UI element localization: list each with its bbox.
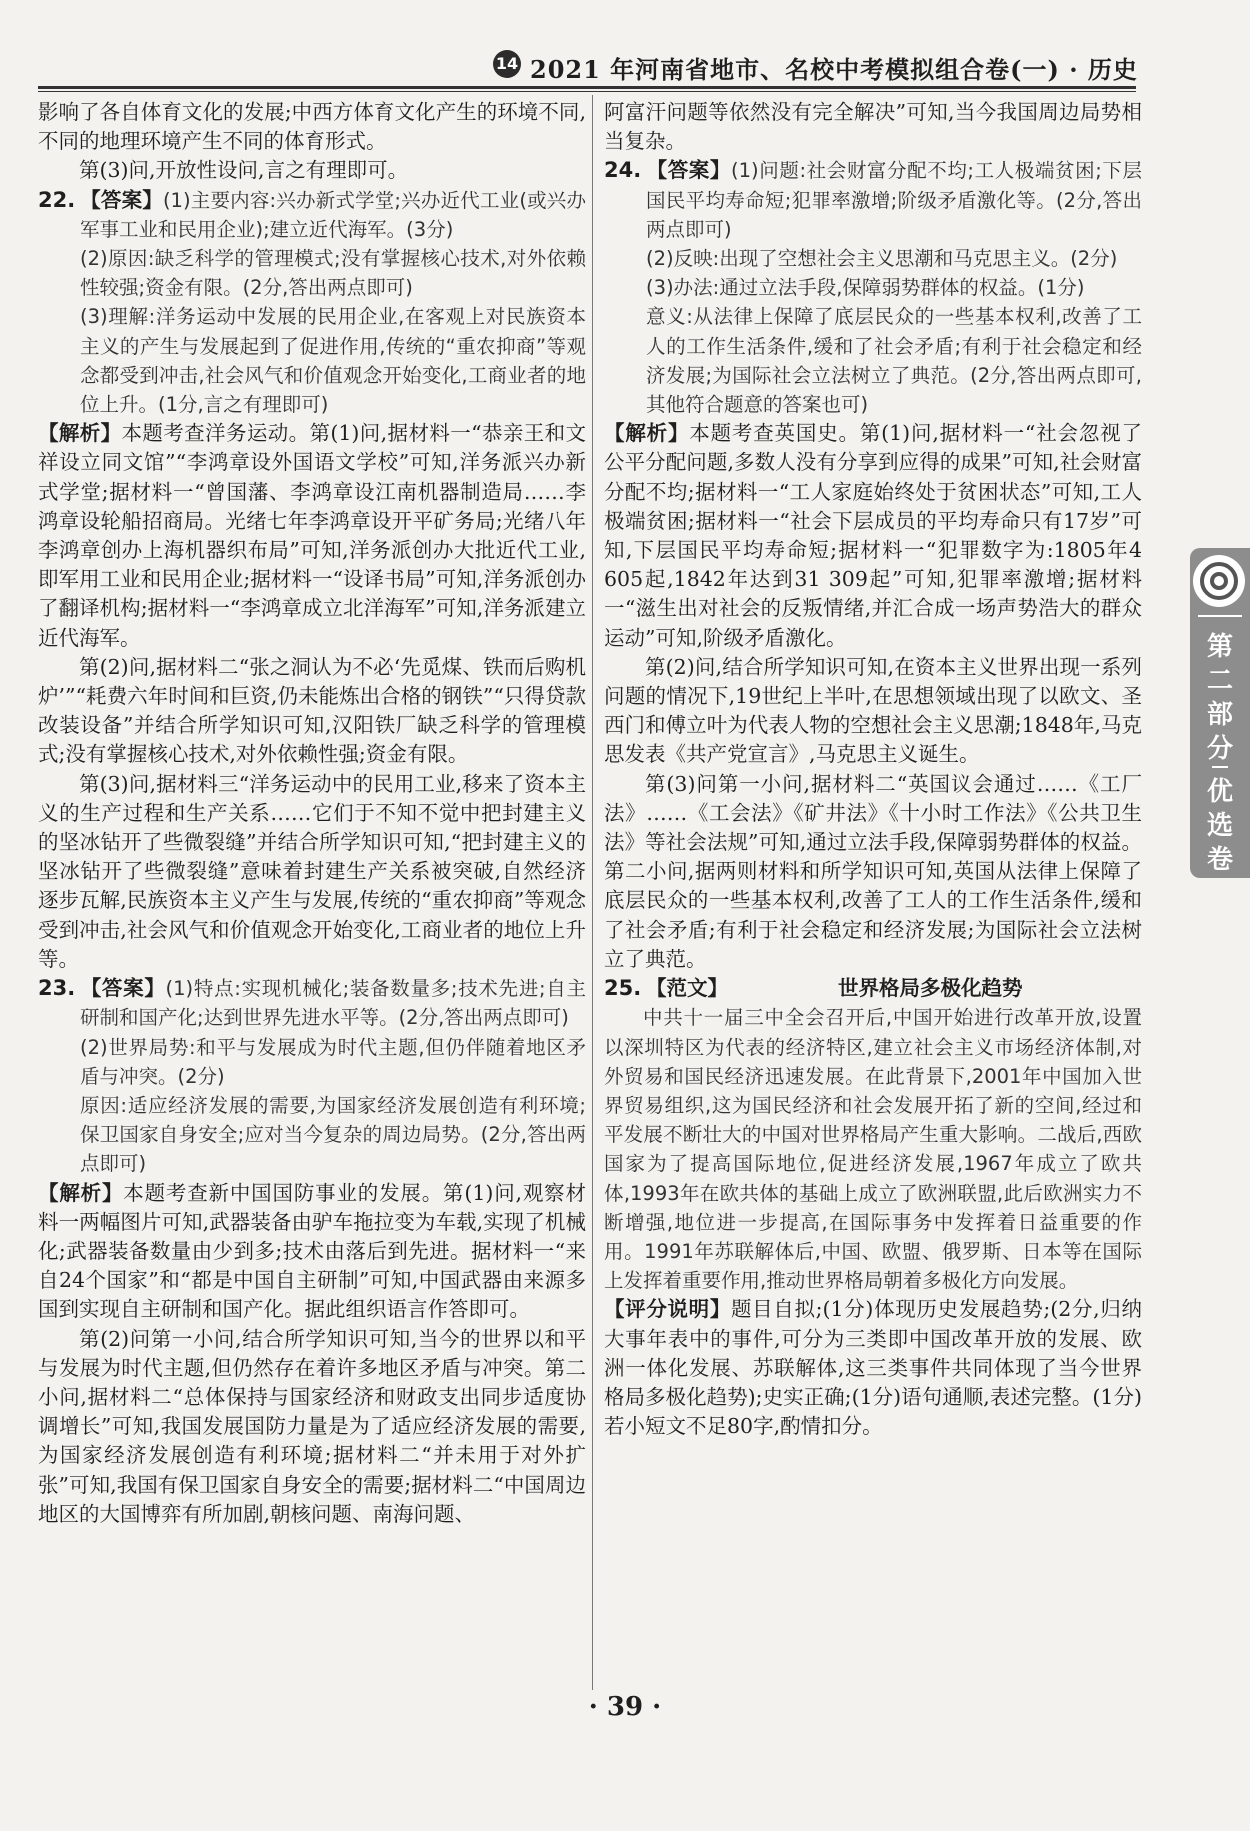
- question-24: [604, 156, 1142, 419]
- side-tab-divider: [1198, 615, 1242, 617]
- question-23: [38, 974, 586, 1178]
- question-number: 23.: [38, 976, 76, 1001]
- question-22: [38, 186, 586, 420]
- side-tab-section: 第二部分: [1206, 632, 1233, 764]
- question-number: 24.: [604, 158, 642, 183]
- answer-tag: 【答案】: [646, 158, 732, 183]
- model-essay-tag: 【范文】: [646, 976, 728, 1001]
- paragraph: 影响了各自体育文化的发展;中西方体育文化产生的环境不同,不同的地理环境产生不同的体育形式。: [38, 100, 586, 154]
- page-header-title: 2021 年河南省地市、名校中考模拟组合卷(一) · 历史: [530, 55, 1138, 84]
- answer-text: (1)主要内容:兴办新式学堂;兴办近代工业(或兴办军事工业和民用企业);建立近代海军。(3分): [80, 188, 586, 241]
- page-badge: 14: [493, 50, 521, 78]
- explanation-text: 第(3)问第一小问,据材料二“英国议会通过……《工厂法》……《工会法》《矿井法》《十小时工作法》《公共卫生法》等社会法规”可知,通过立法手段,保障弱势群体的权益。第二小问,据两则材料和所学知识可知,英国从法律上保障了底层民众的一些基本权利,改善了工人的工作生活条件,缓和了社会矛盾;有利于社会稳定和经济发展;为国际社会立法树立了典范。: [604, 771, 1142, 971]
- answer-tag: 【答案】: [80, 976, 166, 1001]
- explanation-text: 本题考查英国史。第(1)问,据材料一“社会忽视了公平分配问题,多数人没有分享到应得的成果”可知,社会财富分配不均;据材料一“工人家庭始终处于贫困状态”可知,工人极端贫困;据材料一“社会下层成员的平均寿命只有17岁”可知,下层国民平均寿命短;据材料一“犯罪数字为:1805年4 605起,1842年达到31 309起”可知,犯罪率激增;据材料一“滋生出对社会的反叛情绪,并汇合成一场声势浩大的群众运动”可知,阶级矛盾激化。: [604, 421, 1142, 650]
- answer-text: (2)反映:出现了空想社会主义思潮和马克思主义。(2分): [646, 247, 1118, 271]
- answer-text: (3)办法:通过立法手段,保障弱势群体的权益。(1分): [646, 276, 1085, 300]
- answer-tag: 【答案】: [80, 187, 163, 212]
- paragraph: 阿富汗问题等依然没有完全解决”可知,当今我国周边局势相当复杂。: [604, 100, 1142, 154]
- scoring-text: 题目自拟;(1分)体现历史发展趋势;(2分,归纳大事年表中的事件,可分为三类即中国改革开放的发展、欧洲一体化发展、苏联解体,这三类事件共同体现了当今世界格局多极化趋势);史实正确;(1分)语句通顺,表述完整。(1分)若小短文不足80字,酌情扣分。: [604, 1297, 1142, 1439]
- header-rule: [38, 86, 1136, 89]
- explanation-text: 第(2)问,据材料二“张之洞认为不必‘先觅煤、铁而后购机炉’”“耗费六年时间和巨资,仍未能炼出合格的钢铁”“只得贷款改装设备”并结合所学知识可知,汉阳铁厂缺乏科学的管理模式;没有掌握核心技术,对外依赖性强;资金有限。: [38, 654, 586, 767]
- right-column: [604, 98, 1142, 1441]
- answer-text: (3)理解:洋务运动中发展的民用企业,在客观上对民族资本主义的产生与发展起到了促进作用,传统的“重农抑商”等观念都受到冲击,社会风气和价值观念开始变化,工商业者的地位上升。(1分,言之有理即可): [80, 305, 586, 417]
- essay-title: 世界格局多极化趋势: [838, 976, 1023, 1001]
- explanation-tag: 【解析】: [604, 421, 690, 446]
- scoring-tag: 【评分说明】: [604, 1297, 731, 1322]
- left-column: [38, 98, 586, 1529]
- column-divider: [592, 95, 593, 1690]
- question-25: [604, 974, 1142, 1003]
- question-number: 25.: [604, 976, 642, 1001]
- answer-text: 原因:适应经济发展的需要,为国家经济发展创造有利环境;保卫国家自身安全;应对当今复杂的周边局势。(2分,答出两点即可): [80, 1093, 586, 1176]
- target-icon: [1193, 555, 1245, 607]
- side-tab-subtitle: 优选卷: [1206, 777, 1233, 875]
- answer-text: 意义:从法律上保障了底层民众的一些基本权利,改善了工人的工作生活条件,缓和了社会矛盾;有利于社会稳定和经济发展;为国际社会立法树立了典范。(2分,答出两点即可,其他符合题意的答案也可): [646, 305, 1142, 417]
- header-rule-thin: [38, 91, 1136, 92]
- page-number: · 39 ·: [588, 1692, 662, 1722]
- explanation-text: 第(2)问,结合所学知识可知,在资本主义世界出现一系列问题的情况下,19世纪上半叶,在思想领域出现了以欧文、圣西门和傅立叶为代表人物的空想社会主义思潮;1848年,马克思发表《共产党宣言》,马克思主义诞生。: [604, 654, 1142, 767]
- explanation-tag: 【解析】: [38, 421, 122, 446]
- answer-text: (2)世界局势:和平与发展成为时代主题,但仍伴随着地区矛盾与冲突。(2分): [80, 1035, 586, 1088]
- explanation-text: 第(3)问,据材料三“洋务运动中的民用工业,移来了资本主义的生产过程和生产关系……它们于不知不觉中把封建主义的坚冰钻开了些微裂缝”并结合所学知识可知,“把封建主义的坚冰钻开了些微裂缝”意味着封建生产关系被突破,自然经济逐步瓦解,民族资本主义产生与发展,传统的“重农抑商”等观念受到冲击,社会风气和价值观念开始变化,工商业者的地位上升等。: [38, 771, 586, 971]
- explanation-text: 本题考查新中国国防事业的发展。第(1)问,观察材料一两幅图片可知,武器装备由驴车拖拉变为车载,实现了机械化;武器装备数量由少到多;技术由落后到先进。据材料一“来自24个国家”和“都是中国自主研制”可知,中国武器由来源多国到实现自主研制和国产化。据此组织语言作答即可。: [38, 1180, 587, 1322]
- answer-text: (1)问题:社会财富分配不均;工人极端贫困;下层国民平均寿命短;犯罪率激增;阶级矛盾激化等。(2分,答出两点即可): [646, 159, 1142, 241]
- side-tab-separator: [1212, 766, 1228, 768]
- explanation-text: 本题考查洋务运动。第(1)问,据材料一“恭亲王和文祥设立同文馆”“李鸿章设外国语文学校”可知,洋务派兴办新式学堂;据材料一“曾国藩、李鸿章设江南机器制造局……李鸿章设轮船招商局。光绪七年李鸿章设开平矿务局;光绪八年李鸿章创办上海机器织布局”可知,洋务派创办大批近代工业,即军用工业和民用企业;据材料一“设译书局”可知,洋务派创办了翻译机构;据材料一“李鸿章成立北洋海军”可知,洋务派建立近代海军。: [38, 421, 586, 650]
- answer-text: (1)特点:实现机械化;装备数量多;技术先进;自主研制和国产化;达到世界先进水平等。(2分,答出两点即可): [80, 977, 587, 1030]
- essay-body: 中共十一届三中全会召开后,中国开始进行改革开放,设置以深圳特区为代表的经济特区,建立社会主义市场经济体制,对外贸易和国民经济迅速发展。在此背景下,2001年中国加入世界贸易组织,这为国民经济和社会发展开拓了新的空间,经过和平发展不断壮大的中国对世界格局产生重大影响。二战后,西欧国家为了提高国际地位,促进经济发展,1967年成立了欧共体,1993年在欧共体的基础上成立了欧洲联盟,此后欧洲实力不断增强,地位进一步提高,在国际事务中发挥着日益重要的作用。1991年苏联解体后,中国、欧盟、俄罗斯、日本等在国际上发挥着重要作用,推动世界格局朝着多极化方向发展。: [604, 1006, 1142, 1293]
- answer-text: (2)原因:缺乏科学的管理模式;没有掌握核心技术,对外依赖性较强;资金有限。(2分,答出两点即可): [80, 247, 586, 300]
- question-number: 22.: [38, 187, 76, 212]
- explanation-text: 第(2)问第一小问,结合所学知识可知,当今的世界以和平与发展为时代主题,但仍然存在着许多地区矛盾与冲突。第二小问,据材料二“总体保持与国家经济和财政支出同步适度协调增长”可知,我国发展国防力量是为了适应经济发展的需要,为国家经济发展创造有利环境;据材料二“并未用于对外扩张”可知,我国有保卫国家自身安全的需要;据材料二“中国周边地区的大国博弈有所加剧,朝核问题、南海问题、: [38, 1326, 586, 1526]
- explanation-tag: 【解析】: [38, 1180, 124, 1205]
- paragraph: 第(3)问,开放性设问,言之有理即可。: [79, 158, 409, 183]
